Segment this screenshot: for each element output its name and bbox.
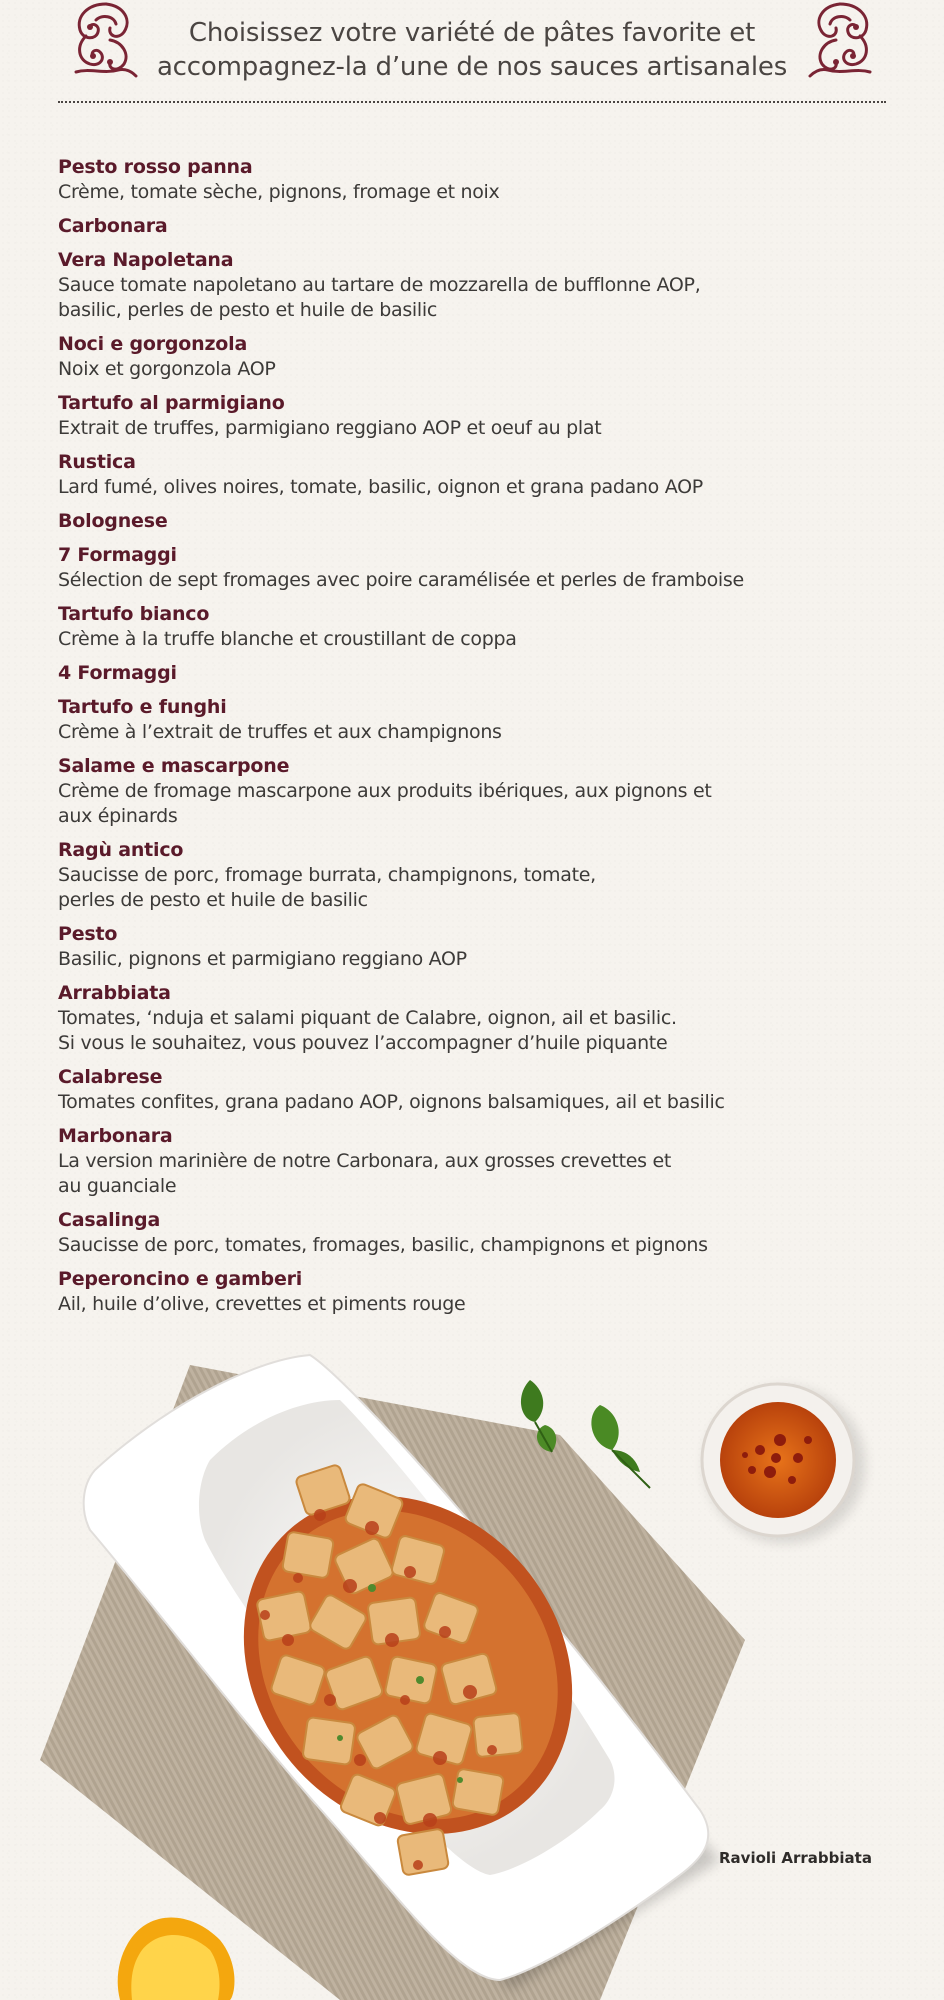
menu-item-description: Sauce tomate napoletano au tartare de mozzarella de bufflonne AOP, basilic, perles de pesto et huile de basilic xyxy=(58,274,701,321)
menu-item xyxy=(58,214,778,239)
menu-item-description: Ail, huile d’olive, crevettes et piments rouge xyxy=(58,1293,466,1315)
menu-item-description: Noix et gorgonzola AOP xyxy=(58,358,276,380)
menu-item xyxy=(58,1267,778,1317)
menu-item-name: Tartufo bianco xyxy=(58,603,210,625)
menu-item xyxy=(58,981,778,1056)
menu-item xyxy=(58,695,778,745)
menu-item xyxy=(58,838,778,913)
ornament-right-icon xyxy=(800,0,880,80)
menu-item-description: Saucisse de porc, fromage burrata, champignons, tomate, perles de pesto et huile de basilic xyxy=(58,864,596,911)
menu-item-name: Rustica xyxy=(58,451,136,473)
menu-item-description: Crème à l’extrait de truffes et aux champignons xyxy=(58,721,502,743)
menu-item-name: Noci e gorgonzola xyxy=(58,333,248,355)
page-title-line-1: Choisissez votre variété de pâtes favorite et xyxy=(188,18,756,48)
menu-item-name: Bolognese xyxy=(58,510,168,532)
header-divider xyxy=(58,101,886,103)
menu-item-description: Saucisse de porc, tomates, fromages, basilic, champignons et pignons xyxy=(58,1234,708,1256)
menu-item-description: Basilic, pignons et parmigiano reggiano AOP xyxy=(58,948,467,970)
menu-item xyxy=(58,155,778,205)
menu-item xyxy=(58,543,778,593)
menu-item-name: Salame e mascarpone xyxy=(58,755,290,777)
chili-oil-bowl xyxy=(702,1384,865,1543)
menu-item xyxy=(58,1208,778,1258)
menu-item-name: Calabrese xyxy=(58,1066,163,1088)
menu-item-description: Crème de fromage mascarpone aux produits ibériques, aux pignons et aux épinards xyxy=(58,780,712,827)
menu-item-name: Arrabbiata xyxy=(58,982,171,1004)
menu-item-description: Sélection de sept fromages avec poire caramélisée et perles de framboise xyxy=(58,569,744,591)
menu-item-name: Marbonara xyxy=(58,1125,173,1147)
menu-item xyxy=(58,248,778,323)
menu-item xyxy=(58,922,778,972)
photo-caption: Ravioli Arrabbiata xyxy=(719,1849,872,1867)
menu-item-description: Tomates, ‘nduja et salami piquant de Calabre, oignon, ail et basilic. Si vous le souhaitez, vous pouvez l’accompagner d’huile piquante xyxy=(58,1007,677,1054)
menu-item xyxy=(58,450,778,500)
menu-item xyxy=(58,1065,778,1115)
menu-item-name: Casalinga xyxy=(58,1209,161,1231)
menu-item-name: Tartufo al parmigiano xyxy=(58,392,285,414)
menu-item xyxy=(58,602,778,652)
menu-item xyxy=(58,1124,778,1199)
menu-item-description: Crème, tomate sèche, pignons, fromage et noix xyxy=(58,181,500,203)
menu-item xyxy=(58,391,778,441)
menu-item xyxy=(58,509,778,534)
menu-item-name: Peperoncino e gamberi xyxy=(58,1268,303,1290)
sauce-menu-list xyxy=(58,155,778,1326)
menu-item xyxy=(58,754,778,829)
menu-item-name: 7 Formaggi xyxy=(58,544,177,566)
page-title xyxy=(150,16,794,84)
menu-item-name: Ragù antico xyxy=(58,839,184,861)
lemon-slice xyxy=(118,1918,235,2000)
menu-item-description: Lard fumé, olives noires, tomate, basilic, oignon et grana padano AOP xyxy=(58,476,703,498)
ravioli-arrabbiata-photo xyxy=(0,1340,944,2000)
menu-item xyxy=(58,332,778,382)
menu-item-name: Pesto xyxy=(58,923,118,945)
menu-item-name: 4 Formaggi xyxy=(58,662,177,684)
menu-item-name: Pesto rosso panna xyxy=(58,156,253,178)
menu-item-name: Carbonara xyxy=(58,215,168,237)
menu-item-description: La version marinière de notre Carbonara, aux grosses crevettes et au guanciale xyxy=(58,1150,672,1197)
menu-item xyxy=(58,661,778,686)
ornament-left-icon xyxy=(66,0,146,80)
page-title-line-2: accompagnez-la d’une de nos sauces artisanales xyxy=(156,52,788,82)
menu-item-description: Tomates confites, grana padano AOP, oignons balsamiques, ail et basilic xyxy=(58,1091,725,1113)
menu-item-name: Vera Napoletana xyxy=(58,249,234,271)
menu-item-description: Crème à la truffe blanche et croustillant de coppa xyxy=(58,628,517,650)
menu-item-description: Extrait de truffes, parmigiano reggiano AOP et oeuf au plat xyxy=(58,417,602,439)
menu-item-name: Tartufo e funghi xyxy=(58,696,227,718)
